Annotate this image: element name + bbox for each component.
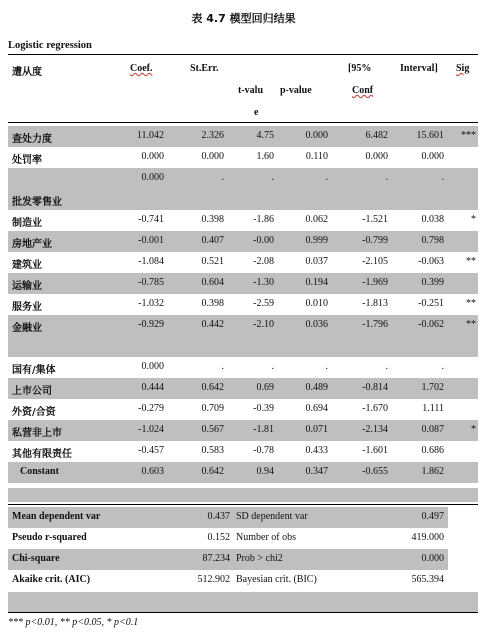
row-ci-low: . [385, 361, 388, 372]
row-std-err: 0.442 [201, 319, 224, 330]
row-ci-low: -1.969 [362, 277, 388, 288]
row-std-err: 0.398 [201, 298, 224, 309]
row-significance: ** [466, 319, 476, 330]
row-ci-low: -1.670 [362, 403, 388, 414]
stat-value-2: 0.497 [421, 511, 444, 522]
stat-label-2: Prob > chi2 [236, 553, 283, 564]
row-std-err: 0.709 [201, 403, 224, 414]
footer-spacer [8, 592, 478, 612]
row-p-value: 0.433 [305, 445, 328, 456]
table-row [8, 210, 478, 231]
table-row [8, 252, 478, 273]
row-p-value: . [325, 172, 328, 183]
row-ci-high: 0.686 [421, 445, 444, 456]
stats-row [8, 570, 448, 591]
row-std-err: 0.604 [201, 277, 224, 288]
row-p-value: 0.010 [305, 298, 328, 309]
row-coef: -1.032 [138, 298, 164, 309]
top-rule [8, 54, 478, 55]
row-variable: 服务业 [12, 302, 42, 313]
row-ci-low: -1.521 [362, 214, 388, 225]
row-std-err: 0.000 [201, 151, 224, 162]
row-ci-low: -2.105 [362, 256, 388, 267]
row-ci-high: -0.251 [418, 298, 444, 309]
row-ci-low: -1.601 [362, 445, 388, 456]
row-ci-high: 1.111 [422, 403, 444, 414]
stats-spacer [8, 488, 478, 502]
table-row [8, 273, 478, 294]
row-coef: 0.000 [141, 172, 164, 183]
row-significance: * [471, 424, 476, 435]
table-row [8, 378, 478, 399]
row-ci-high: 0.000 [421, 151, 444, 162]
row-ci-low: 6.482 [365, 130, 388, 141]
row-variable: 建筑业 [12, 260, 42, 271]
row-ci-high: 0.399 [421, 277, 444, 288]
row-coef: 11.042 [136, 130, 164, 141]
row-ci-high: 0.798 [421, 235, 444, 246]
header-ci-high: Interval] [400, 63, 438, 74]
row-coef: 0.000 [141, 361, 164, 372]
stat-label: Akaike crit. (AIC) [12, 574, 91, 585]
stat-label-2: Number of obs [236, 532, 296, 543]
row-ci-high: 0.087 [421, 424, 444, 435]
row-t-value: . [271, 172, 274, 183]
row-t-value: 4.75 [256, 130, 274, 141]
row-ci-low: -1.796 [362, 319, 388, 330]
stats-rule [8, 504, 478, 505]
row-t-value: 1.60 [256, 151, 274, 162]
row-variable: 外资/合资 [12, 407, 56, 418]
row-ci-low: . [385, 172, 388, 183]
row-coef: -0.279 [138, 403, 164, 414]
row-ci-low: -0.799 [362, 235, 388, 246]
stat-label: Mean dependent var [12, 511, 101, 522]
row-t-value: 0.69 [256, 382, 274, 393]
row-p-value: . [325, 361, 328, 372]
row-variable: 金融业 [12, 323, 42, 334]
row-variable: Constant [20, 466, 59, 477]
table-header [8, 57, 478, 123]
table-row [8, 294, 478, 315]
row-coef: -0.457 [138, 445, 164, 456]
row-coef: 0.000 [141, 151, 164, 162]
row-ci-low: 0.000 [365, 151, 388, 162]
table-title: 表 4.7 模型回归结果 [191, 12, 296, 25]
row-coef: -1.024 [138, 424, 164, 435]
row-coef: 0.603 [141, 466, 164, 477]
row-ci-low: -0.655 [362, 466, 388, 477]
header-p-value: p-value [280, 85, 312, 96]
row-p-value: 0.000 [305, 130, 328, 141]
stat-label-2: SD dependent var [236, 511, 308, 522]
table-row [8, 315, 478, 336]
row-std-err: . [221, 361, 224, 372]
row-p-value: 0.110 [305, 151, 328, 162]
stat-value: 0.152 [207, 532, 230, 543]
row-coef: -0.929 [138, 319, 164, 330]
stat-value: 512.902 [197, 574, 230, 585]
row-variable: 查处力度 [12, 134, 52, 145]
row-coef: -0.785 [138, 277, 164, 288]
row-variable: 运输业 [12, 281, 42, 292]
row-std-err: 0.583 [201, 445, 224, 456]
header-rule [8, 122, 478, 123]
table-row [8, 441, 478, 462]
table-row [8, 357, 478, 378]
row-std-err: 0.642 [201, 382, 224, 393]
row-significance: ** [466, 298, 476, 309]
row-t-value: -0.39 [253, 403, 274, 414]
header-ci-low-2: Conf [352, 85, 374, 96]
row-significance: ** [466, 256, 476, 267]
row-t-value: 0.94 [256, 466, 274, 477]
row-std-err: 2.326 [201, 130, 224, 141]
row-ci-high: -0.062 [418, 319, 444, 330]
row-significance: *** [461, 130, 476, 141]
stat-value-2: 565.394 [411, 574, 444, 585]
row-t-value: -1.81 [253, 424, 274, 435]
table-row [8, 420, 478, 441]
table-row [8, 126, 478, 147]
row-variable: 其他有限责任 [12, 449, 72, 460]
header-coef: Coef. [130, 63, 153, 74]
row-ci-high: 1.862 [421, 466, 444, 477]
row-t-value: -0.78 [253, 445, 274, 456]
bottom-rule [8, 612, 478, 613]
stat-value-2: 419.000 [411, 532, 444, 543]
stat-label-2: Bayesian crit. (BIC) [236, 574, 317, 585]
stat-label: Pseudo r-squared [12, 532, 87, 543]
row-coef: -0.741 [138, 214, 164, 225]
row-std-err: 0.398 [201, 214, 224, 225]
row-coef: -1.084 [138, 256, 164, 267]
significance-note: *** p<0.01, ** p<0.05, * p<0.1 [8, 617, 139, 628]
stats-row [8, 549, 448, 570]
row-variable: 国有/集体 [12, 365, 56, 376]
row-p-value: 0.194 [305, 277, 328, 288]
row-p-value: 0.037 [305, 256, 328, 267]
row-ci-high: . [441, 172, 444, 183]
row-t-value: -1.86 [253, 214, 274, 225]
row-significance: * [471, 214, 476, 225]
row-variable: 上市公司 [12, 386, 52, 397]
row-ci-high: 0.038 [421, 214, 444, 225]
header-dependent-var: 遭从度 [12, 67, 42, 78]
row-ci-high: 15.601 [416, 130, 444, 141]
table-row [8, 147, 478, 168]
stats-row [8, 507, 448, 528]
row-p-value: 0.347 [305, 466, 328, 477]
stat-value: 87.234 [202, 553, 230, 564]
row-ci-high: 1.702 [421, 382, 444, 393]
row-t-value: -2.10 [253, 319, 274, 330]
row-coef: -0.001 [138, 235, 164, 246]
row-t-value: . [271, 361, 274, 372]
table-row [8, 168, 478, 189]
stats-row [8, 528, 448, 549]
row-p-value: 0.062 [305, 214, 328, 225]
header-t-value: t-valu [238, 85, 263, 96]
row-variable: 处罚率 [12, 155, 42, 166]
row-ci-low: -1.813 [362, 298, 388, 309]
table-row [8, 231, 478, 252]
row-variable: 房地产业 [12, 239, 52, 250]
row-ci-low: -2.134 [362, 424, 388, 435]
row-std-err: 0.407 [201, 235, 224, 246]
row-ci-low: -0.814 [362, 382, 388, 393]
header-sig: Sig [456, 63, 470, 74]
row-variable: 私营非上市 [12, 428, 62, 439]
header-t-value-tail: e [254, 107, 259, 118]
stat-value-2: 0.000 [421, 553, 444, 564]
table-row [8, 336, 478, 357]
header-ci-low: [95% [348, 63, 372, 74]
row-p-value: 0.071 [305, 424, 328, 435]
row-std-err: . [221, 172, 224, 183]
row-std-err: 0.567 [201, 424, 224, 435]
row-t-value: -0.00 [253, 235, 274, 246]
row-std-err: 0.521 [201, 256, 224, 267]
row-variable: 制造业 [12, 218, 42, 229]
table-row [8, 462, 478, 483]
row-t-value: -2.08 [253, 256, 274, 267]
row-p-value: 0.036 [305, 319, 328, 330]
row-coef: 0.444 [141, 382, 164, 393]
stat-value: 0.437 [207, 511, 230, 522]
model-subtitle: Logistic regression [8, 40, 92, 51]
row-p-value: 0.489 [305, 382, 328, 393]
row-ci-high: . [441, 361, 444, 372]
header-se: St.Err. [190, 63, 219, 74]
row-t-value: -2.59 [253, 298, 274, 309]
row-std-err: 0.642 [201, 466, 224, 477]
table-row [8, 189, 478, 210]
row-p-value: 0.999 [305, 235, 328, 246]
stat-label: Chi-square [12, 553, 60, 564]
row-ci-high: -0.063 [418, 256, 444, 267]
row-t-value: -1.30 [253, 277, 274, 288]
row-variable: 批发零售业 [12, 197, 62, 208]
table-row [8, 399, 478, 420]
row-p-value: 0.694 [305, 403, 328, 414]
